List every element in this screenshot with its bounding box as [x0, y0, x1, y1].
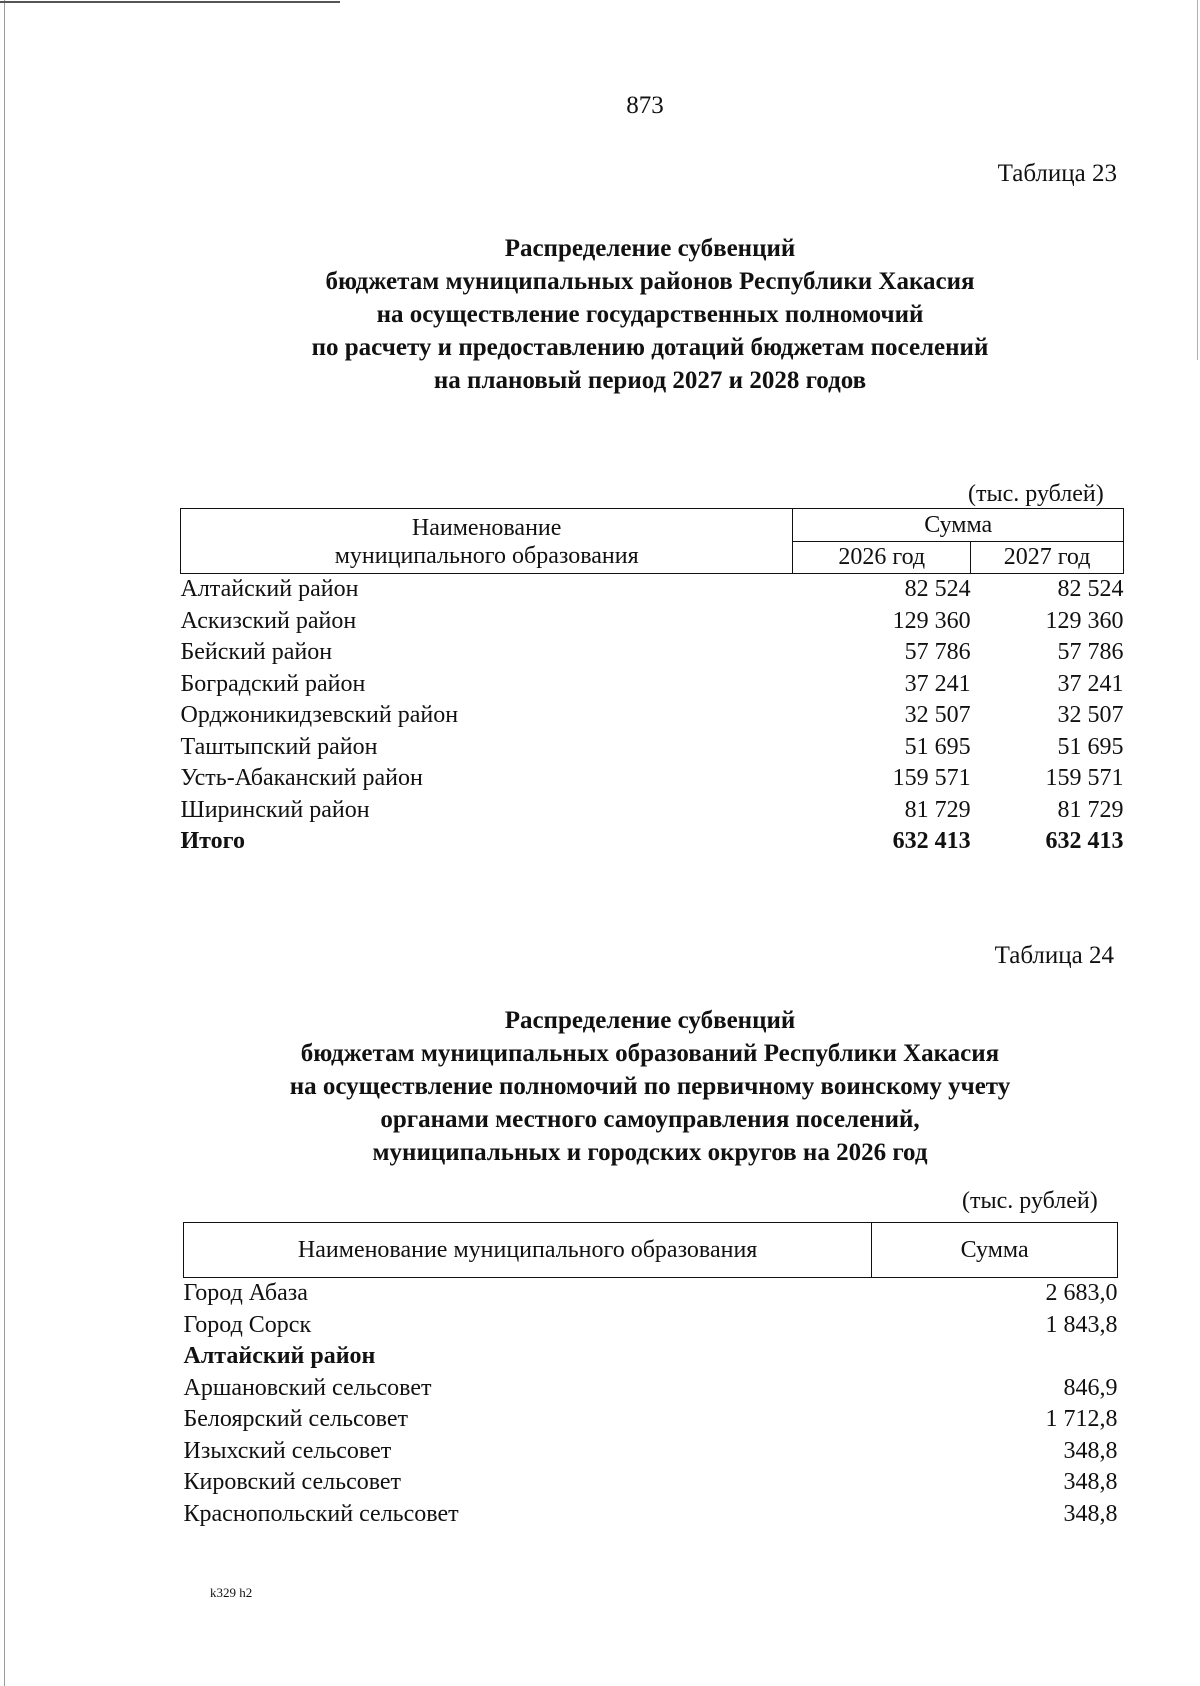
table-23-year2-header: 2027 год — [971, 541, 1124, 574]
table-total-row — [181, 826, 1124, 858]
row-name: Кировский сельсовет — [183, 1469, 402, 1495]
table-row — [181, 700, 1124, 732]
table-24-title-line: на осуществление полномочий по первичному воинскому учету — [289, 1073, 1011, 1100]
table-group-row — [184, 1341, 1118, 1373]
table-row — [184, 1404, 1118, 1436]
row-value-2027: 51 695 — [1057, 733, 1124, 760]
row-value-2026: 159 571 — [892, 765, 971, 791]
table-24-title-line: муниципальных и городских округов на 2026 год — [372, 1139, 928, 1166]
table-24-name-header: Наименование муниципального образования — [184, 1223, 872, 1278]
document-code: k329 h2 — [210, 1585, 253, 1600]
table-row — [184, 1499, 1118, 1531]
row-name: Усть-Абаканский район — [180, 765, 423, 791]
table-24-units: (тыс. рублей) — [962, 1188, 1098, 1214]
table-23 — [180, 508, 1124, 858]
row-value-2026: 51 695 — [904, 733, 971, 760]
table-24 — [183, 1222, 1118, 1530]
table-row — [181, 669, 1124, 701]
row-value-2026: 82 524 — [904, 576, 971, 602]
table-row — [181, 763, 1124, 795]
page-number: 873 — [626, 92, 664, 119]
row-value-2026: 57 786 — [904, 639, 971, 665]
row-value: 348,8 — [1063, 1437, 1118, 1464]
table-24-title-line: бюджетам муниципальных образований Республики Хакасия — [300, 1040, 1000, 1067]
table-23-name-header — [181, 509, 793, 574]
scan-edge-top — [0, 1, 340, 3]
header-name-line1: Наименование — [411, 515, 562, 541]
table-row — [181, 574, 1124, 606]
row-name: Белоярский сельсовет — [183, 1406, 408, 1432]
table-24-sum-header: Сумма — [872, 1223, 1118, 1278]
table-row — [181, 606, 1124, 638]
table-row — [184, 1278, 1118, 1310]
row-value — [872, 1341, 1118, 1373]
total-value-2027: 632 413 — [1045, 828, 1124, 854]
row-value: 1 712,8 — [1045, 1406, 1118, 1432]
row-name: Аршановский сельсовет — [183, 1374, 432, 1401]
table-23-title — [0, 232, 1200, 397]
row-name: Таштыпский район — [180, 733, 378, 760]
group-name: Алтайский район — [183, 1343, 376, 1369]
row-name: Бейский район — [180, 639, 333, 665]
table-23-title-line: Распределение субвенций — [504, 235, 796, 262]
row-name: Орджоникидзевский район — [180, 702, 459, 728]
table-row — [184, 1436, 1118, 1468]
total-label: Итого — [180, 828, 245, 854]
header-name-line2: муниципального образования — [334, 543, 639, 569]
table-row — [181, 732, 1124, 764]
table-24-label: Таблица 24 — [994, 942, 1114, 969]
table-23-year1-header: 2026 год — [793, 541, 971, 574]
row-name: Изыхский сельсовет — [183, 1437, 392, 1464]
row-value: 1 843,8 — [1045, 1311, 1118, 1338]
table-23-title-line: бюджетам муниципальных районов Республики Хакасия — [325, 268, 975, 295]
row-name: Краснопольский сельсовет — [183, 1500, 459, 1527]
table-23-sum-header: Сумма — [793, 509, 1124, 542]
table-23-title-line: на плановый период 2027 и 2028 годов — [433, 367, 867, 394]
table-23-label: Таблица 23 — [997, 160, 1117, 187]
row-name: Город Абаза — [183, 1280, 308, 1306]
row-name: Город Сорск — [183, 1311, 312, 1338]
row-name: Алтайский район — [180, 576, 359, 602]
table-24-title-line: органами местного самоуправления поселений, — [380, 1106, 920, 1133]
row-value-2026: 81 729 — [904, 796, 971, 823]
row-value-2027: 129 360 — [1045, 607, 1124, 634]
table-24-title-line: Распределение субвенций — [504, 1007, 796, 1034]
row-value-2027: 32 507 — [1057, 702, 1124, 728]
table-23-title-line: по расчету и предоставлению дотаций бюджетам поселений — [311, 334, 989, 361]
row-value-2027: 37 241 — [1057, 670, 1124, 697]
row-value-2026: 129 360 — [892, 607, 971, 634]
table-23-units: (тыс. рублей) — [968, 481, 1104, 507]
row-value-2027: 81 729 — [1057, 796, 1124, 823]
row-value-2026: 32 507 — [904, 702, 971, 728]
row-value: 348,8 — [1063, 1500, 1118, 1527]
table-row — [181, 795, 1124, 827]
row-value-2027: 82 524 — [1057, 576, 1124, 602]
table-23-title-line: на осуществление государственных полномочий — [376, 301, 924, 328]
row-name: Аскизский район — [180, 607, 357, 634]
table-row — [184, 1373, 1118, 1405]
row-value: 2 683,0 — [1045, 1280, 1118, 1306]
table-24-title — [0, 1004, 1200, 1169]
row-value-2027: 159 571 — [1045, 765, 1124, 791]
table-row — [184, 1467, 1118, 1499]
table-row — [181, 637, 1124, 669]
row-value-2027: 57 786 — [1057, 639, 1124, 665]
row-value: 846,9 — [1063, 1374, 1118, 1401]
table-row — [184, 1310, 1118, 1342]
row-value: 348,8 — [1063, 1469, 1118, 1495]
row-name: Ширинский район — [180, 796, 370, 823]
row-value-2026: 37 241 — [904, 670, 971, 697]
row-name: Боградский район — [180, 670, 366, 697]
total-value-2026: 632 413 — [892, 828, 971, 854]
